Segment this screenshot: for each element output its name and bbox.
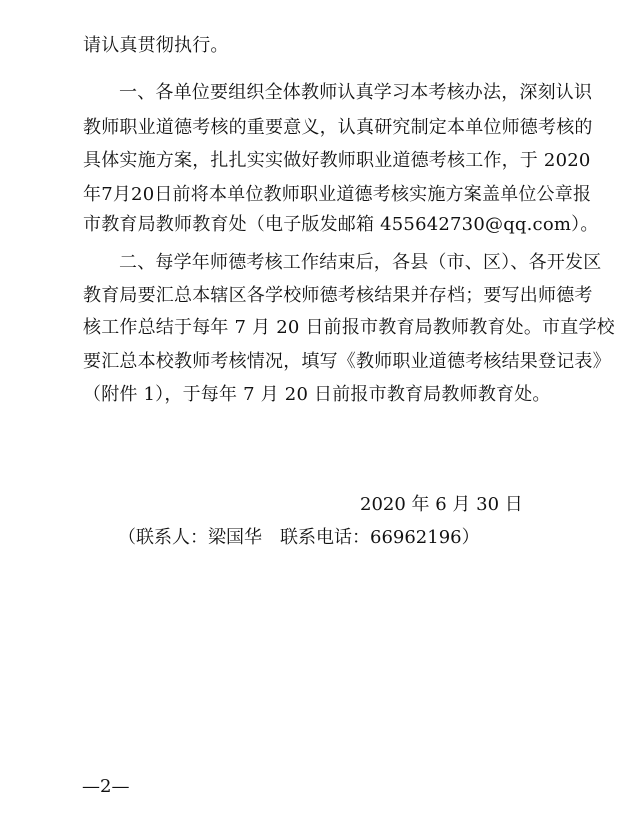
paragraph-one-line-3: 具体实施方案，扎扎实实做好教师职业道德考核工作，于 2020 [83,150,591,171]
paragraph-two-line-3: 核工作总结于每年 7 月 20 日前报市教育局教师教育处。市直学校 [83,317,615,338]
document-date: 2020 年 6 月 30 日 [360,494,523,515]
paragraph-two-line-2: 教育局要汇总本辖区各学校师德考核结果并存档；要写出师德考 [83,285,593,306]
paragraph-one-line-1: 一、各单位要组织全体教师认真学习本考核办法，深刻认识 [119,82,593,103]
paragraph-one-line-4: 年7月20日前将本单位教师职业道德考核实施方案盖单位公章报 [83,184,592,205]
paragraph-two-line-1: 二、每学年师德考核工作结束后，各县（市、区）、各开发区 [119,252,602,273]
paragraph-two-line-4: 要汇总本校教师考核情况，填写《教师职业道德考核结果登记表》 [83,351,611,372]
paragraph-two-line-5: （附件 1），于每年 7 月 20 日前报市教育局教师教育处。 [83,384,551,405]
paragraph-one-line-2: 教师职业道德考核的重要意义，认真研究制定本单位师德考核的 [83,117,593,138]
text-line-closing: 请认真贯彻执行。 [83,35,229,56]
paragraph-one-line-5: 市教育局教师教育处（电子版发邮箱 455642730@qq.com）。 [83,214,599,235]
contact-info: （联系人：梁国华 联系电话：66962196） [118,527,480,548]
page-number: —2— [82,776,130,797]
